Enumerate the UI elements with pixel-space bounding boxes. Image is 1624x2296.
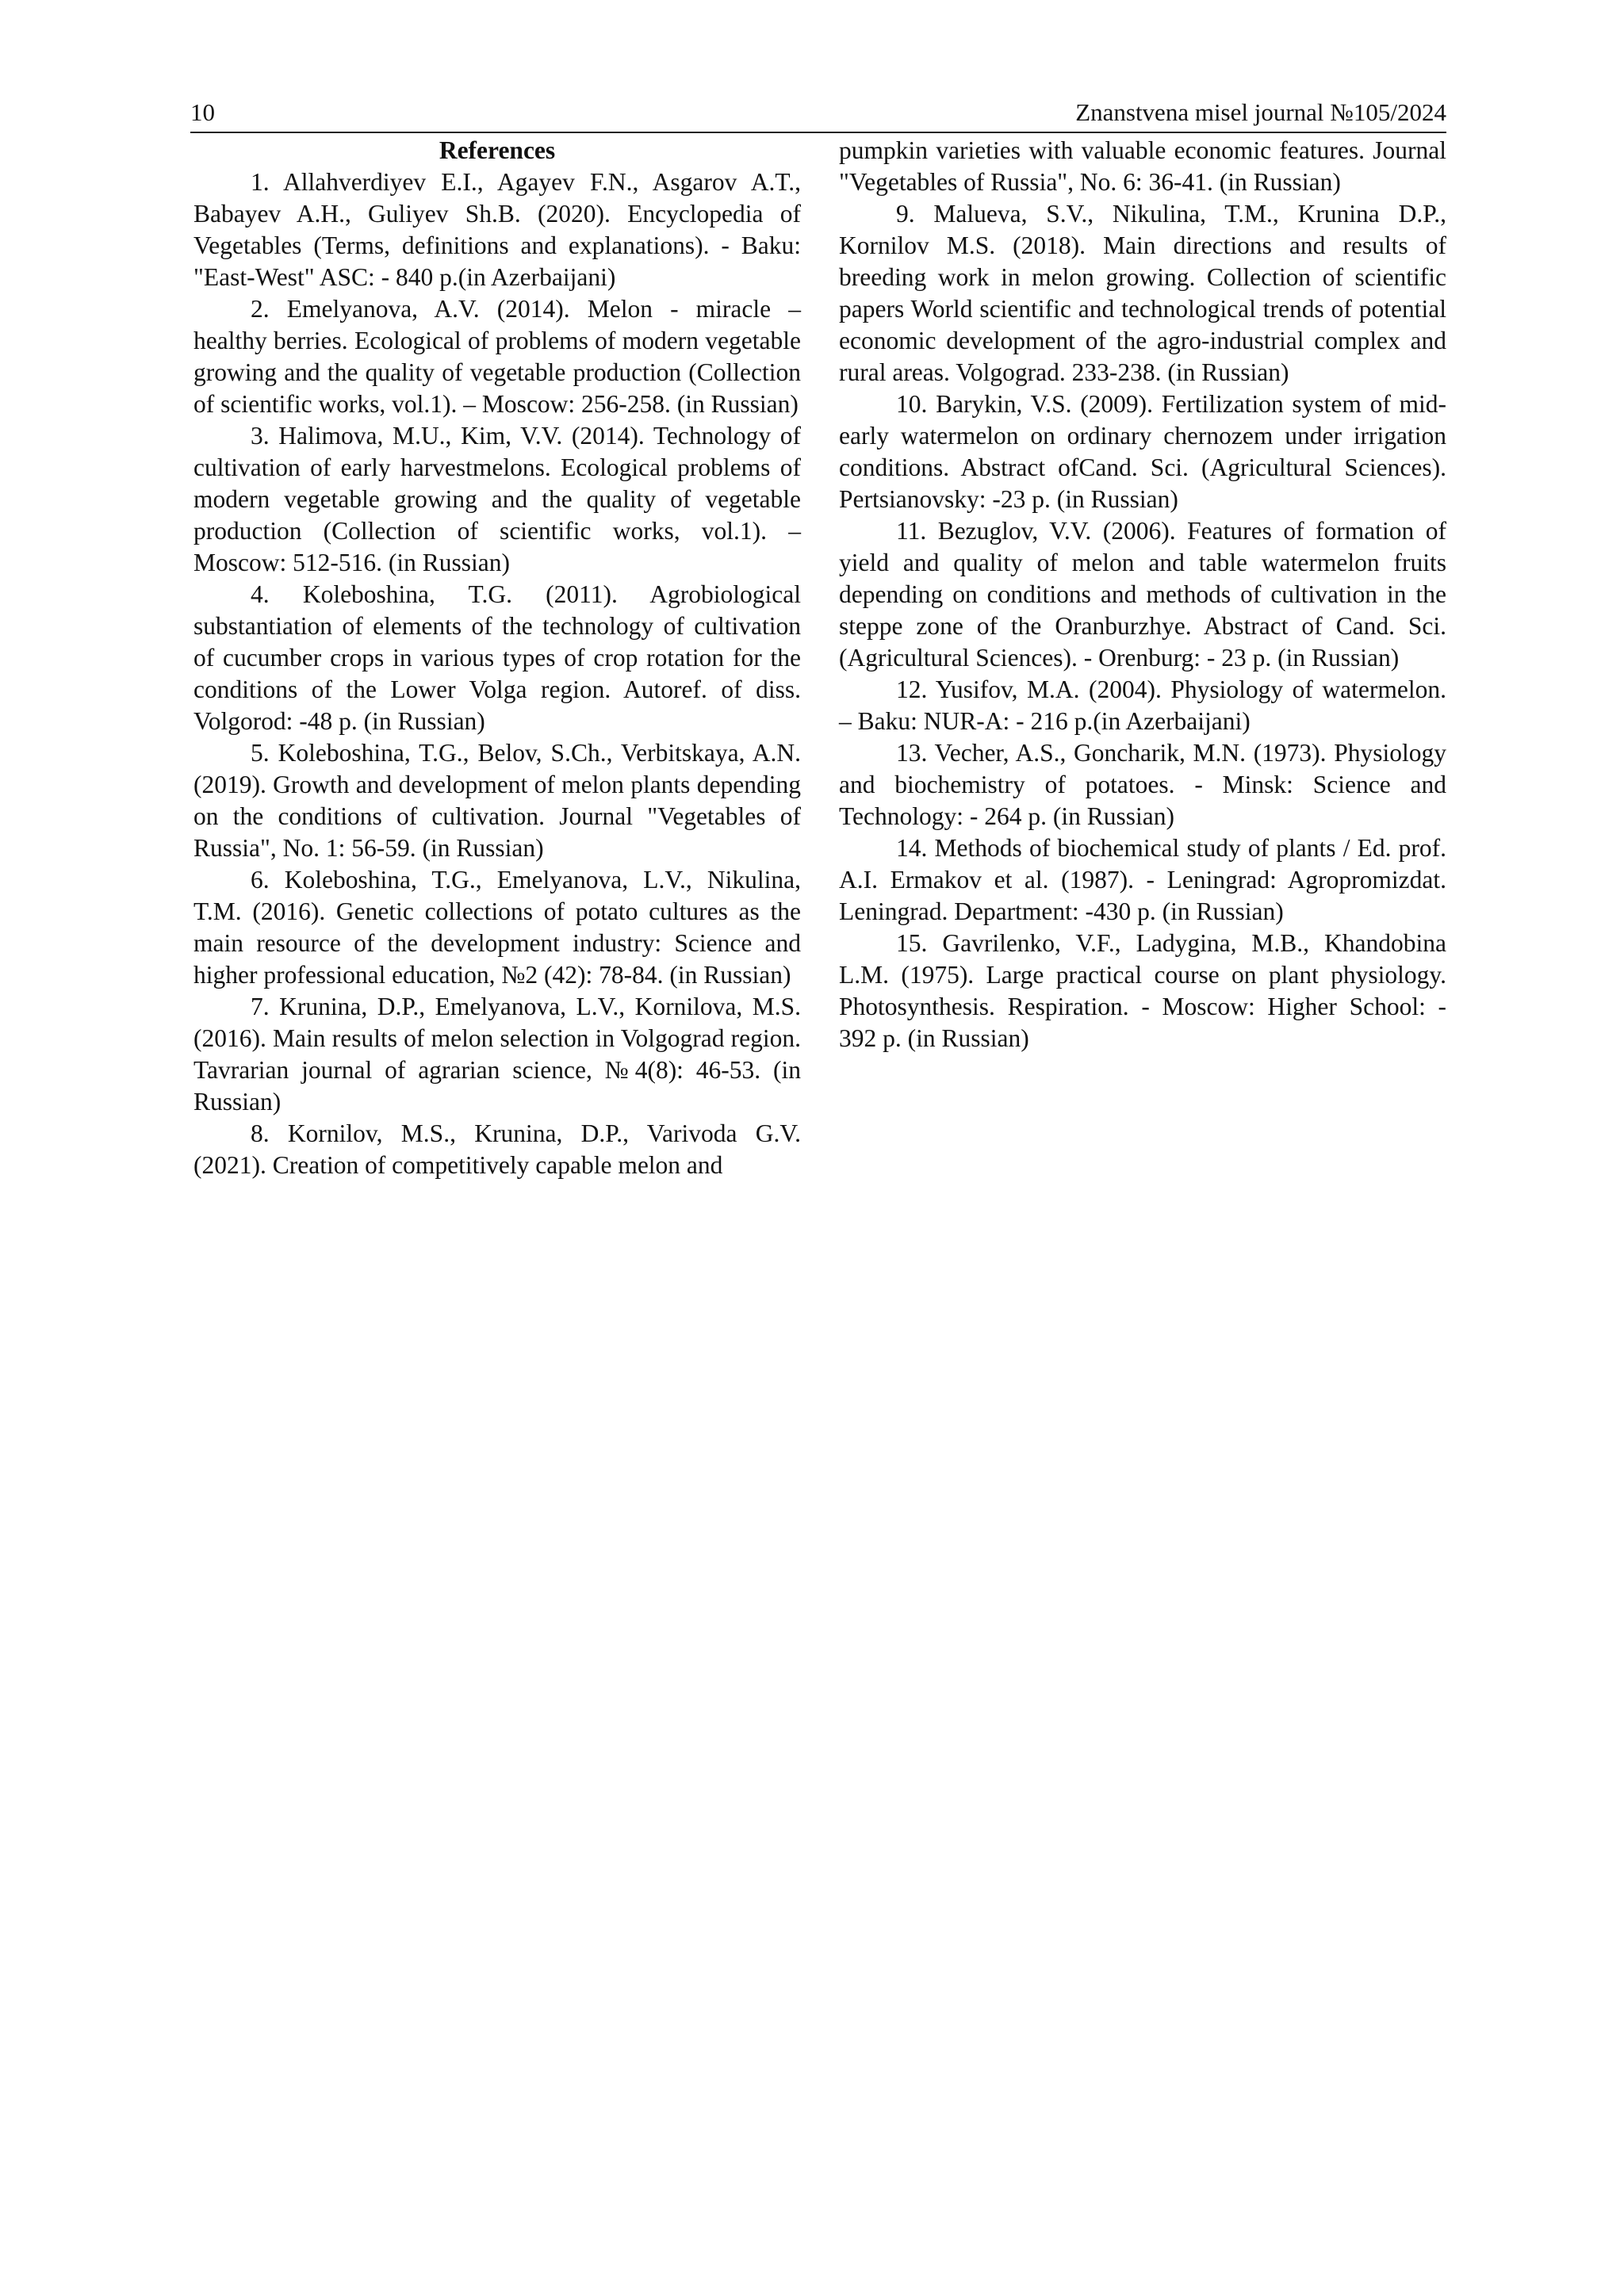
reference-item: 12. Yusifov, M.A. (2004). Physiology of watermelon. – Baku: NUR-A: - 216 p.(in Azerbaijani) xyxy=(839,675,1446,735)
reference-item: 1. Allahverdiyev E.I., Agayev F.N., Asgarov A.T., Babayev A.H., Guliyev Sh.B. (2020). Encyclopedia of Vegetables (Terms, definitions and explanations). - Baku: "East-West" ASC: - 840 p.(in Azerbaijani) xyxy=(193,168,801,291)
reference-item: 5. Koleboshina, T.G., Belov, S.Ch., Verbitskaya, A.N. (2019). Growth and development of melon plants depending on the conditions of cultivation. Journal "Vegetables of Russia", No. 1: 56-59. (in Russian) xyxy=(193,739,801,862)
reference-item: 4. Koleboshina, T.G. (2011). Agrobiological substantiation of elements of the technology of cultivation of cucumber crops in various types of crop rotation for the conditions of the Lower Volga region. Autoref. of diss. Volgorod: -48 p. (in Russian) xyxy=(193,580,801,735)
reference-item: 8. Kornilov, M.S., Krunina, D.P., Varivoda G.V. (2021). Creation of competitively capable melon and xyxy=(193,1119,801,1179)
reference-item: 15. Gavrilenko, V.F., Ladygina, M.B., Khandobina L.M. (1975). Large practical course on plant physiology. Photosynthesis. Respiration. - Moscow: Higher School: - 392 p. (in Russian) xyxy=(839,929,1446,1052)
right-column xyxy=(839,135,1446,1054)
reference-item: 11. Bezuglov, V.V. (2006). Features of formation of yield and quality of melon and table watermelon fruits depending on conditions and methods of cultivation in the steppe zone of the Oranburzhye. Abstract of Cand. Sci. (Agricultural Sciences). - Orenburg: - 23 p. (in Russian) xyxy=(839,517,1446,672)
reference-item: 14. Methods of biochemical study of plants / Ed. prof. A.I. Ermakov et al. (1987). - Leningrad: Agropromizdat. Leningrad. Department: -430 p. (in Russian) xyxy=(839,834,1446,925)
reference-item: 7. Krunina, D.P., Emelyanova, L.V., Kornilova, M.S. (2016). Main results of melon selection in Volgograd region. Tavrarian journal of agrarian science, №4(8): 46-53. (in Russian) xyxy=(193,993,801,1115)
reference-item: 6. Koleboshina, T.G., Emelyanova, L.V., Nikulina, T.M. (2016). Genetic collections of potato cultures as the main resource of the development industry: Science and higher professional education, №2 (42): 78-84. (in Russian) xyxy=(193,866,801,989)
reference-item: 10. Barykin, V.S. (2009). Fertilization system of mid-early watermelon on ordinary chernozem under irrigation conditions. Abstract ofCand. Sci. (Agricultural Sciences). Pertsianovsky: -23 p. (in Russian) xyxy=(839,390,1446,513)
left-column xyxy=(193,135,801,1181)
reference-item: 2. Emelyanova, A.V. (2014). Melon - miracle – healthy berries. Ecological of problems of modern vegetable growing and the quality of vegetable production (Collection of scientific works, vol.1). – Moscow: 256-258. (in Russian) xyxy=(193,295,801,418)
page-number: 10 xyxy=(190,98,215,126)
reference-item-continuation: pumpkin varieties with valuable economic features. Journal "Vegetables of Russia", No. 6: 36-41. (in Russian) xyxy=(839,136,1446,196)
reference-item: 9. Malueva, S.V., Nikulina, T.M., Krunina D.P., Kornilov M.S. (2018). Main directions and results of breeding work in melon growing. Collection of scientific papers World scientific and technological trends of potential economic development of the agro-industrial complex and rural areas. Volgograd. 233-238. (in Russian) xyxy=(839,200,1446,386)
page-header xyxy=(190,97,1446,133)
journal-title: Znanstvena misel journal №105/2024 xyxy=(1075,98,1446,126)
reference-item: 3. Halimova, M.U., Kim, V.V. (2014). Technology of cultivation of early harvestmelons. Ecological problems of modern vegetable growing and the quality of vegetable production (Collection of scientific works, vol.1). – Moscow: 512-516. (in Russian) xyxy=(193,422,801,576)
reference-item: 13. Vecher, A.S., Goncharik, M.N. (1973). Physiology and biochemistry of potatoes. - Minsk: Science and Technology: - 264 p. (in Russian) xyxy=(839,739,1446,830)
references-heading: References xyxy=(439,136,556,164)
